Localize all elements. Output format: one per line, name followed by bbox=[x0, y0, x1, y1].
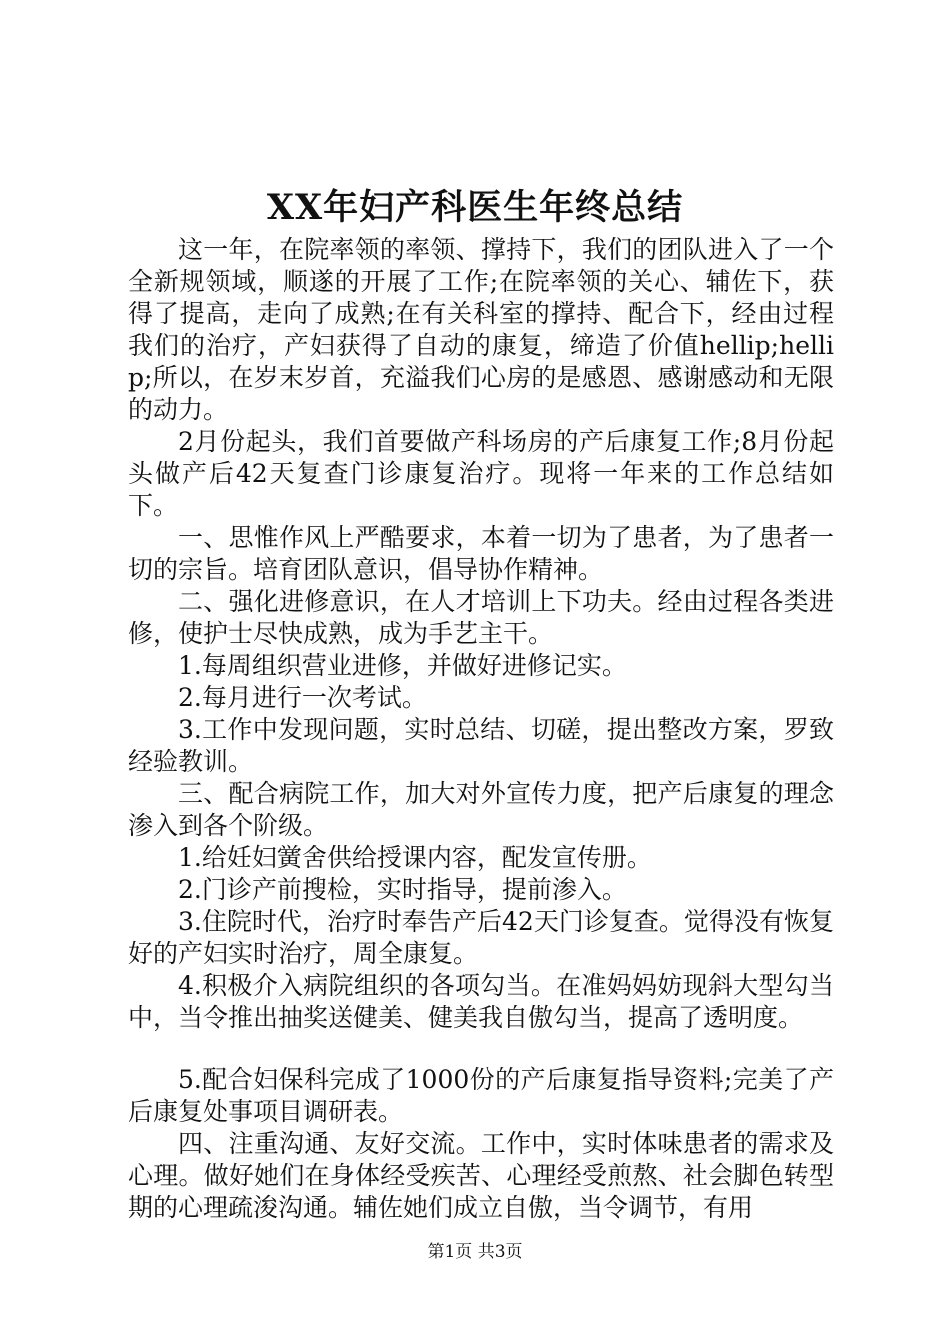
list-item: 1.给妊妇黉舍供给授课内容，配发宣传册。 bbox=[178, 843, 652, 872]
paragraph-overview: 2月份起头，我们首要做产科场房的产后康复工作;8月份起头做产后42天复查门诊康复治疗。现将一年来的工作总结如下。 bbox=[128, 427, 834, 520]
list-item: 3.住院时代，治疗时奉告产后42天门诊复查。觉得没有恢复好的产妇实时治疗，周全康复。 bbox=[128, 907, 834, 968]
paragraph-intro: 这一年，在院率领的率领、撑持下，我们的团队进入了一个全新规领域，顺遂的开展了工作;在院率领的关心、辅佐下，获得了提高，走向了成熟;在有关科室的撑持、配合下，经由过程我们的治疗，产妇获得了自动的康复，缔造了价值hellip;hellip;所以，在岁末岁首，充溢我们心房的是感恩、感谢感动和无限的动力。 bbox=[128, 235, 834, 424]
list-item: 2.每月进行一次考试。 bbox=[178, 683, 427, 712]
paragraph-section-1: 一、思惟作风上严酷要求，本着一切为了患者，为了患者一切的宗旨。培育团队意识，倡导协作精神。 bbox=[128, 523, 834, 584]
list-item: 2.门诊产前搜检，实时指导，提前渗入。 bbox=[178, 875, 627, 904]
list-item: 1.每周组织营业进修，并做好进修记实。 bbox=[178, 651, 627, 680]
page-number: 第1页 共3页 bbox=[427, 1242, 523, 1262]
paragraph-section-4: 四、注重沟通、友好交流。工作中，实时体味患者的需求及心理。做好她们在身体经受疾苦、心理经受煎熬、社会脚色转型期的心理疏浚沟通。辅佐她们成立自傲，当令调节，有用 bbox=[128, 1129, 834, 1222]
document-title: XX年妇产科医生年终总结 bbox=[266, 187, 684, 228]
list-item: 3.工作中发现问题，实时总结、切磋，提出整改方案，罗致经验教训。 bbox=[128, 715, 834, 776]
paragraph-section-2: 二、强化进修意识，在人才培训上下功夫。经由过程各类进修，使护士尽快成熟，成为手艺主干。 bbox=[128, 587, 834, 648]
document-body bbox=[128, 234, 834, 1224]
list-item: 4.积极介入病院组织的各项勾当。在准妈妈妨现斜大型勾当中，当令推出抽奖送健美、健美我自傲勾当，提高了透明度。 bbox=[128, 971, 834, 1032]
paragraph-section-3: 三、配合病院工作，加大对外宣传力度，把产后康复的理念渗入到各个阶级。 bbox=[128, 779, 834, 840]
list-item: 5.配合妇保科完成了1000份的产后康复指导资料;完美了产后康复处事项目调研表。 bbox=[128, 1065, 834, 1126]
